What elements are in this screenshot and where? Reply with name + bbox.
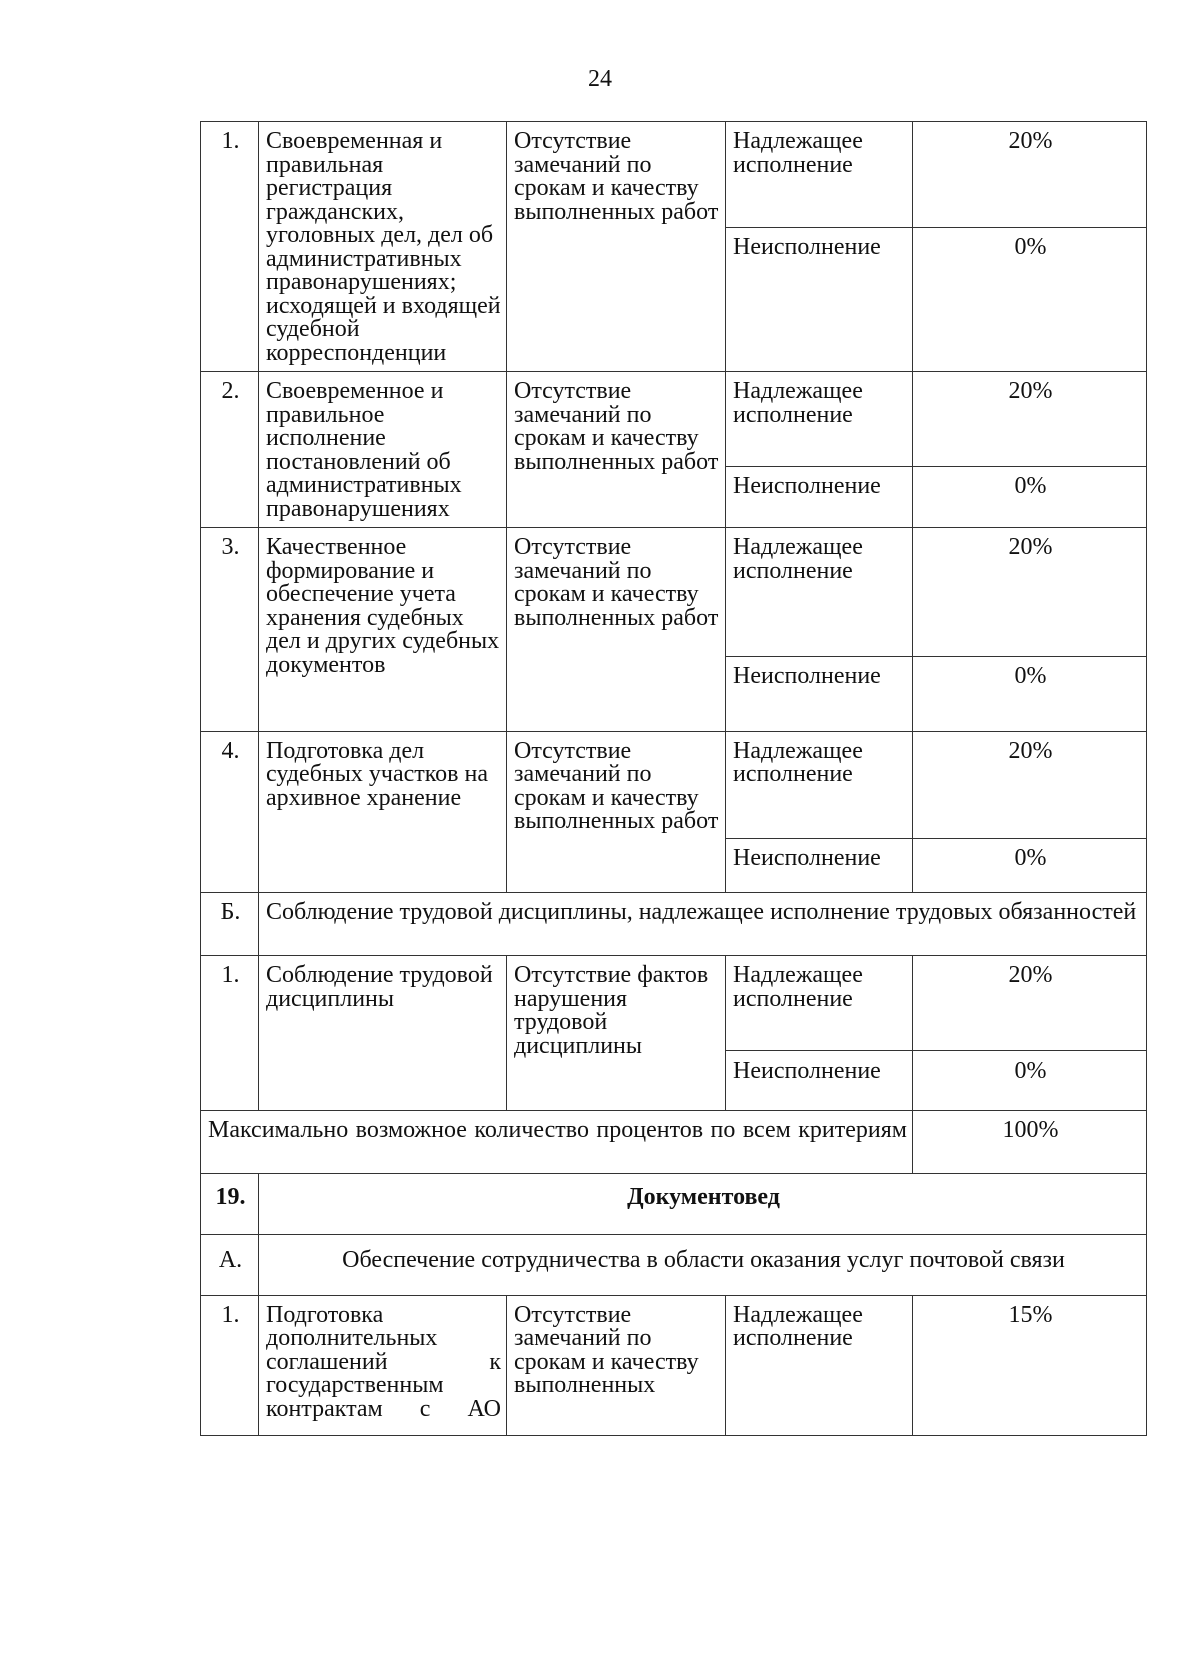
level-proper-cell: Надлежащее исполнение [726, 1295, 913, 1435]
criterion-cell: Подготовка дел судебных участков на архивное хранение [259, 731, 507, 893]
criterion-word: АО [467, 1395, 501, 1422]
criterion-cell: Соблюдение трудовой дисциплины [259, 956, 507, 1111]
table-row [201, 731, 1147, 838]
total-label [201, 1110, 913, 1173]
level-proper-cell: Надлежащее исполнение [726, 372, 913, 467]
table-row [201, 956, 1147, 1051]
level-proper-cell: Надлежащее исполнение [726, 956, 913, 1051]
section-letter: Б. [201, 893, 259, 956]
table-row [201, 1295, 1147, 1435]
criterion-cell: Своевременная и правильная регистрация гражданских, уголовных дел, дел об административных правонарушениях; исходящей и входящей судебной корреспонденции [259, 122, 507, 372]
percent-cell: 0% [913, 1051, 1147, 1111]
level-proper-cell: Надлежащее исполнение [726, 122, 913, 228]
level-failed-cell: Неисполнение [726, 838, 913, 893]
indicator-cell: Отсутствие замечаний по срокам и качеству выполненных работ [507, 122, 726, 372]
criterion-cell: Своевременное и правильное исполнение постановлений об административных правонарушениях [259, 372, 507, 528]
criterion-cell: Качественное формирование и обеспечение учета хранения судебных дел и других судебных документов [259, 528, 507, 732]
level-failed-cell: Неисполнение [726, 227, 913, 372]
page-number: 24 [588, 66, 612, 92]
indicator-cell: Отсутствие замечаний по срокам и качеству выполненных работ [507, 372, 726, 528]
total-row [201, 1110, 1147, 1173]
percent-cell: 0% [913, 838, 1147, 893]
percent-cell: 20% [913, 528, 1147, 657]
criterion-word: к [489, 1348, 501, 1375]
level-failed-cell: Неисполнение [726, 1051, 913, 1111]
indicator-cell: Отсутствие замечаний по срокам и качеству выполненных [507, 1295, 726, 1435]
row-number: 2. [201, 372, 259, 528]
percent-cell: 0% [913, 467, 1147, 528]
percent-cell: 0% [913, 227, 1147, 372]
level-failed-cell: Неисполнение [726, 657, 913, 732]
criterion-line [266, 1348, 501, 1375]
section-letter: А. [201, 1234, 259, 1295]
row-number: 3. [201, 528, 259, 732]
percent-cell: 20% [913, 956, 1147, 1051]
position-title: Документовед [259, 1173, 1147, 1234]
indicator-cell: Отсутствие замечаний по срокам и качеству выполненных работ [507, 528, 726, 732]
level-proper-cell: Надлежащее исполнение [726, 528, 913, 657]
section-heading-row [201, 1234, 1147, 1295]
percent-cell: 20% [913, 122, 1147, 228]
section-title: Соблюдение трудовой дисциплины, надлежащее исполнение трудовых обязанностей [259, 893, 1147, 956]
table-row [201, 528, 1147, 657]
position-heading-row [201, 1173, 1147, 1234]
table-row [201, 372, 1147, 467]
row-number: 1. [201, 956, 259, 1111]
percent-cell: 20% [913, 731, 1147, 838]
table-row [201, 122, 1147, 228]
criterion-word: с [419, 1395, 431, 1422]
row-number: 4. [201, 731, 259, 893]
criterion-cell [259, 1295, 507, 1435]
level-failed-cell: Неисполнение [726, 467, 913, 528]
criteria-table [200, 121, 1147, 1436]
section-heading-row [201, 893, 1147, 956]
indicator-cell: Отсутствие замечаний по срокам и качеству выполненных работ [507, 731, 726, 893]
criterion-line: Подготовка [266, 1301, 384, 1328]
indicator-cell: Отсутствие фактов нарушения трудовой дисциплины [507, 956, 726, 1111]
criterion-word: соглашений [266, 1348, 388, 1375]
row-number: 1. [201, 122, 259, 372]
level-proper-cell: Надлежащее исполнение [726, 731, 913, 838]
total-value: 100% [913, 1110, 1147, 1173]
criterion-line: государственным [266, 1372, 444, 1399]
criterion-line: дополнительных [266, 1325, 438, 1352]
percent-cell: 20% [913, 372, 1147, 467]
percent-cell: 15% [913, 1295, 1147, 1435]
percent-cell: 0% [913, 657, 1147, 732]
section-title: Обеспечение сотрудничества в области оказания услуг почтовой связи [259, 1234, 1147, 1295]
criterion-line [266, 1395, 501, 1422]
criterion-word: контрактам [266, 1395, 383, 1422]
total-label-text: Максимально возможное количество процентов по всем критериям [208, 1116, 907, 1143]
row-number: 1. [201, 1295, 259, 1435]
position-number: 19. [201, 1173, 259, 1234]
